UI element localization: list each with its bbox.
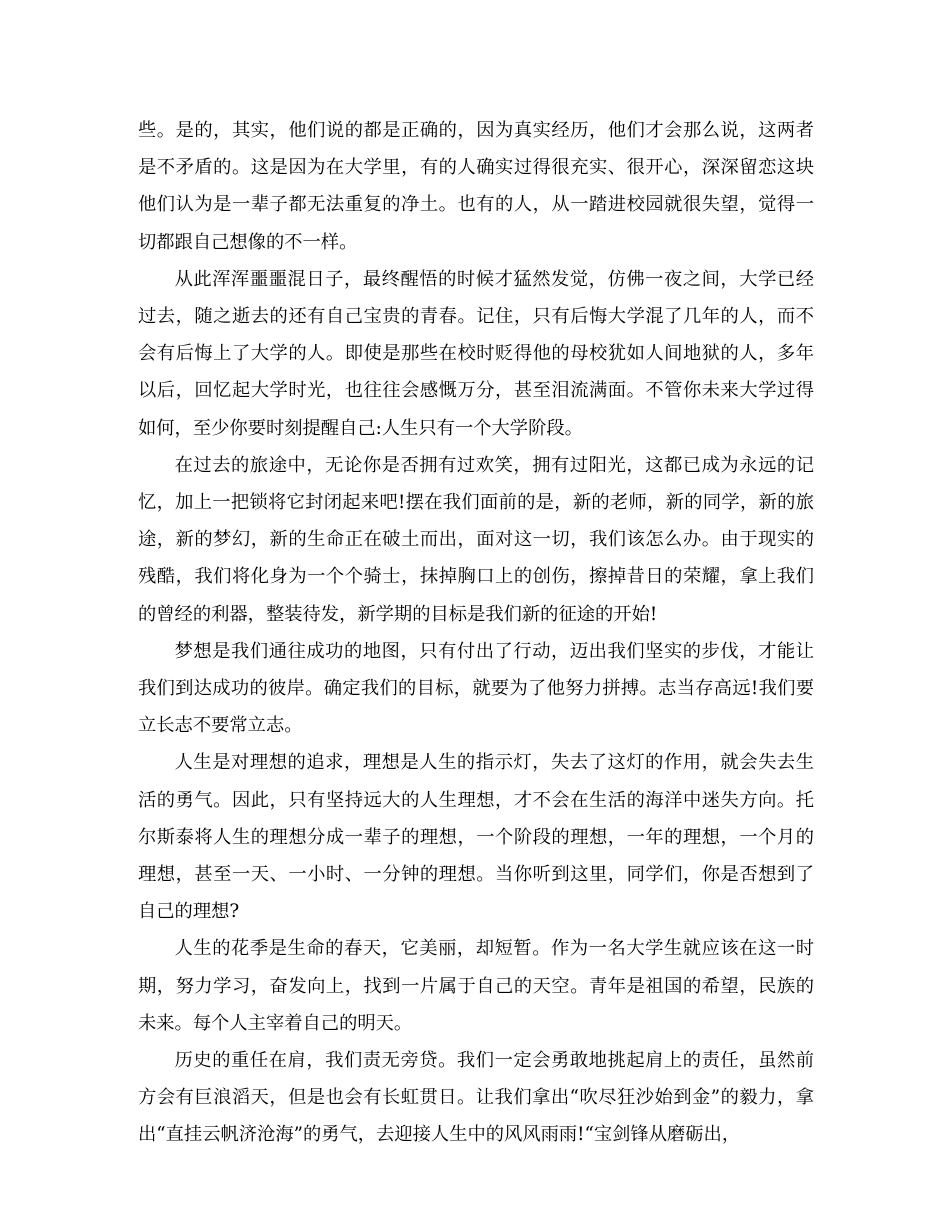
paragraph-5: 人生是对理想的追求，理想是人生的指示灯，失去了这灯的作用，就会失去生活的勇气。因此，只有坚持远大的人生理想，才不会在生活的海洋中迷失方向。托尔斯泰将人生的理想分成一辈子的理想，一个阶段的理想，一年的理想，一个月的理想，甚至一天、一小时、一分钟的理想。当你听到这里，同学们，你是否想到了自己的理想? — [138, 752, 814, 923]
paragraph-7: 历史的重任在肩，我们责无旁贷。我们一定会勇敢地挑起肩上的责任，虽然前方会有巨浪滔天，但是也会有长虹贯日。让我们拿出“吹尽狂沙始到金”的毅力，拿出“直挂云帆济沧海”的勇气，去迎接人生中的风风雨雨!“宝剑锋从磨砺出， — [138, 1050, 814, 1146]
paragraph-6: 人生的花季是生命的春天，它美丽，却短暂。作为一名大学生就应该在这一时期，努力学习，奋发向上，找到一片属于自己的天空。青年是祖国的希望，民族的未来。每个人主宰着自己的明天。 — [138, 938, 814, 1034]
document-body — [138, 112, 814, 1154]
paragraph-4: 梦想是我们通往成功的地图，只有付出了行动，迈出我们坚实的步伐，才能让我们到达成功的彼岸。确定我们的目标，就要为了他努力拼搏。志当存高远!我们要立长志不要常立志。 — [138, 640, 814, 737]
paragraph-1: 些。是的，其实，他们说的都是正确的，因为真实经历，他们才会那么说，这两者是不矛盾的。这是因为在大学里，有的人确实过得很充实、很开心，深深留恋这块他们认为是一辈子都无法重复的净土。也有的人，从一踏进校园就很失望，觉得一切都跟自己想像的不一样。 — [138, 120, 814, 253]
paragraph-3: 在过去的旅途中，无论你是否拥有过欢笑，拥有过阳光，这都已成为永远的记忆，加上一把锁将它封闭起来吧!摆在我们面前的是，新的老师，新的同学，新的旅途，新的梦幻，新的生命正在破土而出，面对这一切，我们该怎么办。由于现实的残酷，我们将化身为一个个骑士，抹掉胸口上的创伤，擦掉昔日的荣耀，拿上我们的曾经的利器，整装待发，新学期的目标是我们新的征途的开始! — [138, 454, 814, 625]
paragraph-2: 从此浑浑噩噩混日子，最终醒悟的时候才猛然发觉，仿佛一夜之间，大学已经过去，随之逝去的还有自己宝贵的青春。记住，只有后悔大学混了几年的人，而不会有后悔上了大学的人。即使是那些在校时贬得他的母校犹如人间地狱的人，多年以后，回忆起大学时光，也往往会感慨万分，甚至泪流满面。不管你未来大学过得如何，至少你要时刻提醒自己:人生只有一个大学阶段。 — [138, 268, 814, 439]
